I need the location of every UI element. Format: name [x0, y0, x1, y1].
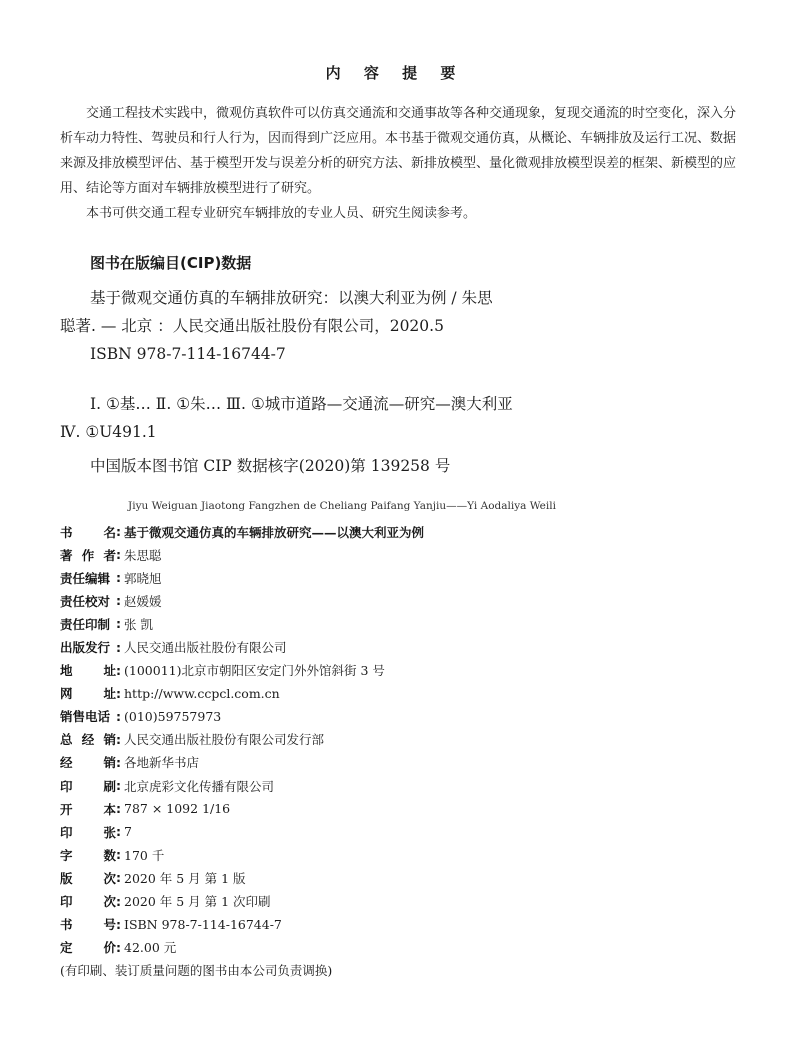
colophon-value: 787 × 1092 1/16	[124, 801, 231, 817]
colophon-row: 出版发行 : 人民交通出版社股份有限公司	[60, 639, 287, 656]
colophon-value: ISBN 978-7-114-16744-7	[124, 916, 282, 932]
label-char: 定	[60, 940, 73, 956]
label-char: 总	[60, 732, 73, 748]
colophon-row: 印 张 : 7	[60, 824, 132, 840]
colophon-list	[60, 520, 620, 982]
summary-title: 内 容 提 要	[325, 64, 465, 82]
colophon-value: 7	[124, 824, 132, 840]
label-char: 地	[60, 663, 73, 679]
colophon-row: 著 作 者 : 朱思聪	[60, 547, 162, 563]
pinyin-title: Jiyu Weiguan Jiaotong Fangzhen de Cheliang Paifang Yanjiu——Yi Aodaliya Weili	[128, 500, 556, 512]
colophon-value: 42.00 元	[124, 940, 177, 956]
label-char: 作	[81, 547, 95, 563]
cip-isbn: ISBN 978-7-114-16744-7	[90, 345, 286, 363]
label-char: 网	[60, 686, 73, 702]
label-char: 经	[60, 755, 73, 771]
colophon-value: 朱思聪	[124, 547, 162, 563]
colophon-label	[60, 892, 116, 910]
colophon-row: 开 本 : 787 × 1092 1/16	[60, 801, 231, 817]
colophon-row: 责任校对 : 赵媛媛	[60, 593, 162, 609]
summary-paragraph: 交通工程技术实践中，微观仿真软件可以仿真交通流和交通事故等各种交通现象，复现交通流的时空变化，深入分析车动力特性、驾驶员和行人行为，因而得到广泛应用。本书基于微观交通仿真，从概论、车辆排放及运行工况、数据来源及排放模型评估、基于模型开发与误差分析的研究方法、新排放模型、量化微观排放模型误差的框架、新模型的应用、结论等方面对车辆排放模型进行了研究。	[60, 106, 737, 196]
colophon-row: 字 数 : 170 千	[60, 847, 165, 863]
colophon-value: 2020 年 5 月 第 1 版	[124, 870, 246, 886]
colophon-label	[60, 846, 116, 864]
colophon-label: 责任校对	[60, 593, 111, 609]
colophon-value: 170 千	[124, 847, 165, 863]
cip-verification: 中国版本图书馆 CIP 数据核字(2020)第 139258 号	[90, 457, 451, 475]
label-char: 次	[103, 870, 116, 886]
colophon-label	[60, 730, 116, 748]
colophon-label	[60, 546, 116, 564]
label-char: 开	[60, 801, 73, 817]
label-char: 印	[60, 894, 73, 910]
label-char: 经	[81, 732, 95, 748]
colophon-row: 印 刷 : 北京虎彩文化传播有限公司	[60, 778, 275, 794]
colophon-label	[60, 777, 116, 795]
colophon-label	[60, 753, 116, 771]
label-char: 号	[103, 917, 116, 933]
colophon-value: 基于微观交通仿真的车辆排放研究——以澳大利亚为例	[124, 524, 425, 540]
label-char: 销	[103, 755, 116, 771]
colophon-label	[60, 661, 116, 679]
colophon-label: 出版发行	[60, 640, 111, 656]
label-char: 数	[103, 847, 116, 863]
colophon-label	[60, 800, 116, 818]
colophon-label: 责任编辑	[60, 570, 111, 586]
label-char: 本	[103, 801, 116, 817]
colophon-value: (010)59757973	[124, 708, 222, 724]
colophon-row: 经 销 : 各地新华书店	[60, 754, 200, 771]
label-char: 次	[103, 894, 116, 910]
colophon-label: 责任印制	[60, 616, 111, 632]
colophon-value: 北京虎彩文化传播有限公司	[124, 778, 275, 794]
cip-record: 基于微观交通仿真的车辆排放研究：以澳大利亚为例 / 朱思聪著. — 北京 ：人民交通出版社股份有限公司，2020.5	[60, 289, 493, 335]
cip-classification: Ⅰ. ①基… Ⅱ. ①朱… Ⅲ. ①城市道路—交通流—研究—澳大利亚 Ⅳ. ①U491.1	[60, 395, 513, 441]
label-char: 址	[103, 663, 116, 679]
label-char: 价	[103, 940, 116, 956]
label-char: 刷	[103, 778, 116, 794]
colophon-row: 责任印制 : 张 凯	[60, 616, 153, 632]
summary-paragraph: 本书可供交通工程专业研究车辆排放的专业人员、研究生阅读参考。	[86, 206, 477, 221]
colophon-value: 各地新华书店	[124, 755, 200, 771]
colophon-label	[60, 823, 116, 841]
colophon-row: 书 号 : ISBN 978-7-114-16744-7	[60, 916, 282, 933]
summary-body	[60, 101, 736, 226]
colophon-value: 郭晓旭	[124, 570, 162, 586]
label-char: 者	[103, 547, 116, 563]
label-char: 著	[60, 547, 73, 563]
label-char: 书	[60, 524, 73, 540]
colophon-label	[60, 869, 116, 887]
colophon-label	[60, 523, 116, 541]
colophon-row: 书 名 : 基于微观交通仿真的车辆排放研究——以澳大利亚为例	[60, 524, 425, 540]
colophon-row: 定 价 : 42.00 元	[60, 939, 177, 956]
label-char: 字	[60, 847, 73, 863]
cip-block	[60, 284, 513, 475]
colophon-value: 2020 年 5 月 第 1 次印刷	[124, 894, 271, 910]
colophon-row: 地 址 : (100011)北京市朝阳区安定门外外馆斜街 3 号	[60, 662, 385, 679]
quality-note: (有印刷、装订质量问题的图书由本公司负责调换)	[60, 963, 333, 979]
colophon-value: http://www.ccpcl.com.cn	[124, 685, 280, 701]
colophon-label	[60, 684, 116, 702]
colophon-row: 总 经 销 : 人民交通出版社股份有限公司发行部	[60, 731, 325, 748]
colophon-value: 张 凯	[124, 616, 153, 632]
colophon-row: 印 次 : 2020 年 5 月 第 1 次印刷	[60, 893, 271, 910]
label-char: 址	[103, 686, 116, 702]
colophon-row: 销售电话 : (010)59757973	[60, 708, 222, 725]
label-char: 版	[60, 870, 73, 886]
label-char: 印	[60, 778, 73, 794]
label-char: 印	[60, 824, 73, 840]
label-char: 名	[103, 524, 116, 540]
colophon-label: 销售电话	[60, 709, 111, 725]
colophon-label	[60, 938, 116, 956]
colophon-row: 网 址 : http://www.ccpcl.com.cn	[60, 685, 280, 702]
cip-title: 图书在版编目(CIP)数据	[90, 254, 252, 272]
colophon-row: 版 次 : 2020 年 5 月 第 1 版	[60, 870, 246, 886]
colophon-value: 人民交通出版社股份有限公司	[124, 640, 287, 656]
colophon-row: 责任编辑 : 郭晓旭	[60, 570, 162, 586]
colophon-value: 人民交通出版社股份有限公司发行部	[124, 732, 325, 748]
label-char: 张	[103, 824, 116, 840]
colophon-value: 赵媛媛	[124, 593, 162, 609]
label-char: 书	[60, 917, 73, 933]
colophon-label	[60, 915, 116, 933]
colophon-value: (100011)北京市朝阳区安定门外外馆斜街 3 号	[124, 663, 385, 679]
label-char: 销	[103, 732, 116, 748]
